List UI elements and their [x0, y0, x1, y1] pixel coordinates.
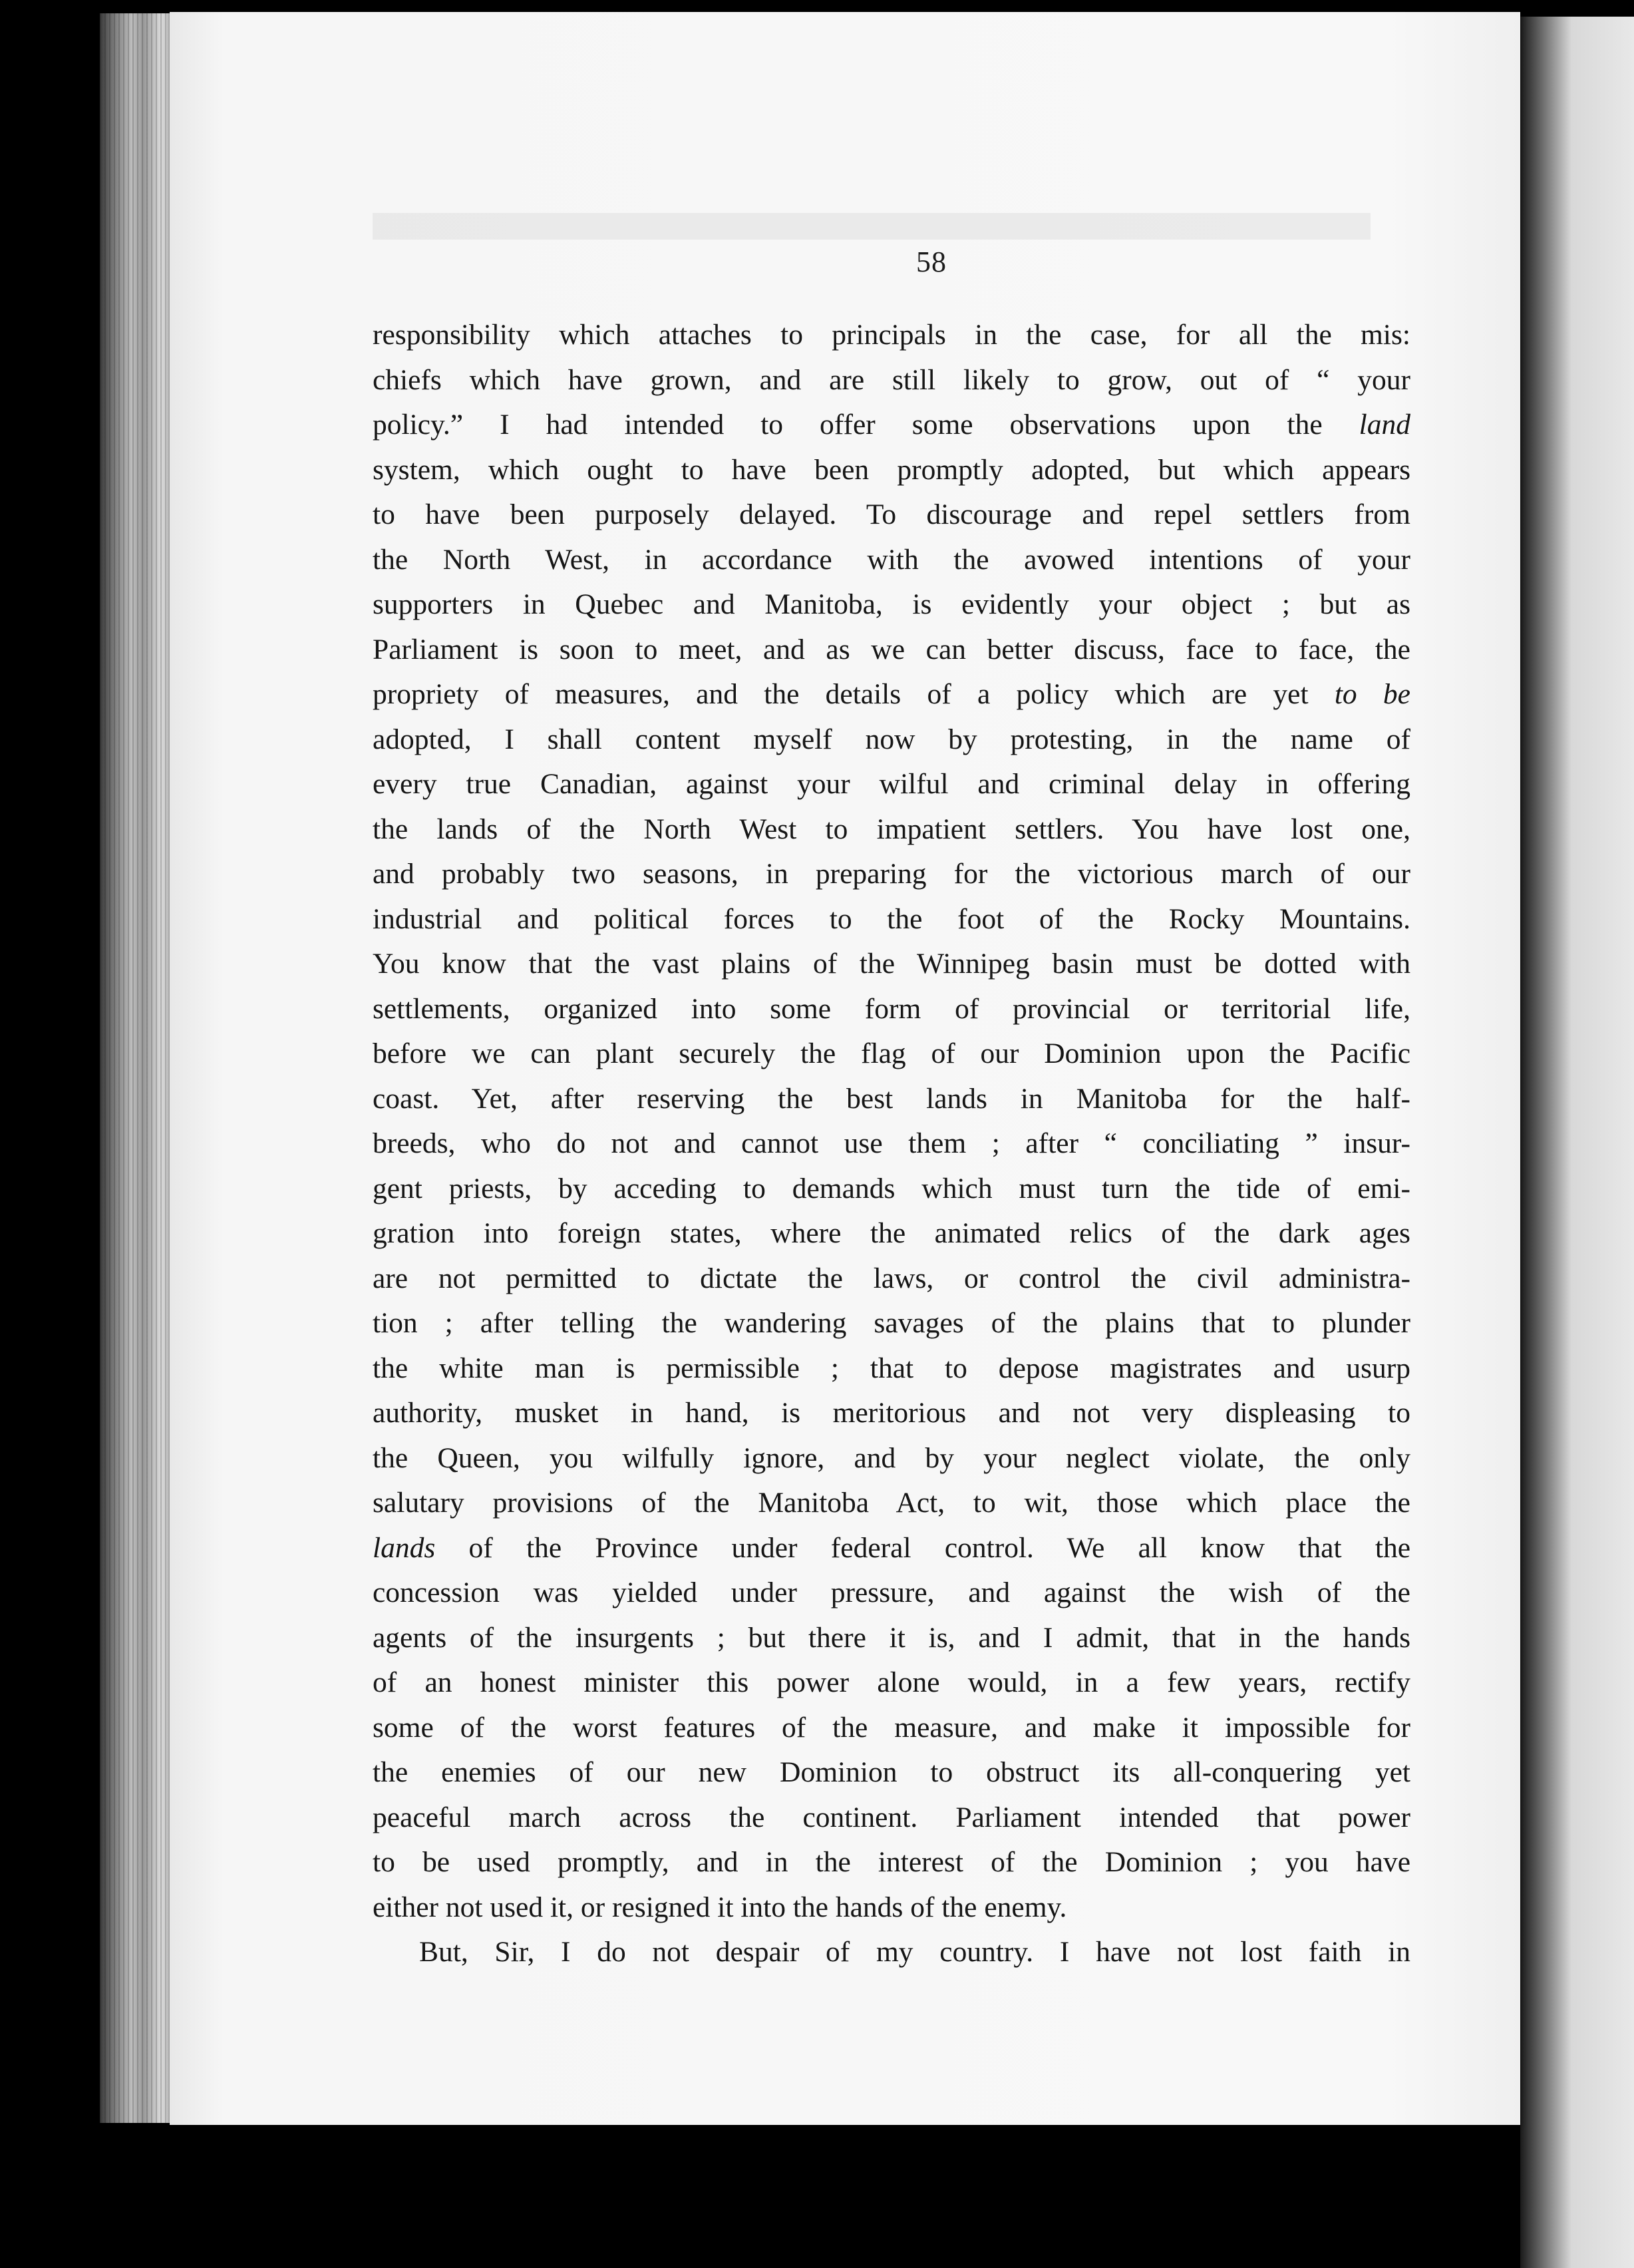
body-text: [373, 313, 1410, 1975]
text-line-18: coast. Yet, after reserving the best lands in Manitoba for the half-: [373, 1082, 1410, 1115]
text-line-26: the Queen, you wilfully ignore, and by your neglect violate, the only: [373, 1441, 1410, 1474]
text-line-21: gration into foreign states, where the animated relics of the dark ages: [373, 1217, 1410, 1249]
text-line-23: tion ; after telling the wandering savages of the plains that to plunder: [373, 1307, 1410, 1339]
text-line-25: authority, musket in hand, is meritorious and not very displeasing to: [373, 1397, 1410, 1429]
text-line-28: lands of the Province under federal control. We all know that the: [373, 1531, 1410, 1564]
italic-to-be: to be: [1334, 678, 1410, 710]
text-line-20: gent priests, by acceding to demands which must turn the tide of emi-: [373, 1172, 1410, 1205]
text-line-32: some of the worst features of the measure, and make it impossible for: [373, 1711, 1410, 1744]
text-line-34: peaceful march across the continent. Parliament intended that power: [373, 1801, 1410, 1833]
text-line-8: Parliament is soon to meet, and as we can better discuss, face to face, the: [373, 633, 1410, 665]
text-line-12: the lands of the North West to impatient settlers. You have lost one,: [373, 813, 1410, 845]
text-line-16: settlements, organized into some form of provincial or territorial life,: [373, 992, 1410, 1025]
text-line-33: the enemies of our new Dominion to obstruct its all-conquering yet: [373, 1756, 1410, 1788]
page-number: 58: [916, 246, 947, 278]
text-line-24: the white man is permissible ; that to depose magistrates and usurp: [373, 1352, 1410, 1384]
text-line-1: responsibility which attaches to principals in the case, for all the mis:: [373, 319, 1410, 351]
text-line-30: agents of the insurgents ; but there it is, and I admit, that in the hands: [373, 1621, 1410, 1654]
text-line-36: either not used it, or resigned it into the hands of the enemy.: [373, 1891, 1067, 1923]
text-line-7: supporters in Quebec and Manitoba, is evidently your object ; but as: [373, 588, 1410, 620]
book-page-edge-lines: [100, 13, 180, 2123]
italic-lands: lands: [373, 1531, 436, 1564]
text-line-4: system, which ought to have been promptly adopted, but which appears: [373, 453, 1410, 486]
text-line-31: of an honest minister this power alone would, in a few years, rectify: [373, 1666, 1410, 1698]
text-line-10: adopted, I shall content myself now by protesting, in the name of: [373, 723, 1410, 755]
text-line-22: are not permitted to dictate the laws, or control the civil administra-: [373, 1262, 1410, 1294]
text-line-11: every true Canadian, against your wilful and criminal delay in offering: [373, 768, 1410, 800]
text-line-27: salutary provisions of the Manitoba Act, to wit, those which place the: [373, 1487, 1410, 1519]
text-line-6: the North West, in accordance with the avowed intentions of your: [373, 543, 1410, 576]
bleed-through-shadow: [373, 213, 1371, 240]
text-line-35: to be used promptly, and in the interest of the Dominion ; you have: [373, 1846, 1410, 1878]
facing-page-edge: [1520, 17, 1634, 2268]
text-line-9: propriety of measures, and the details of a policy which are yet to be: [373, 678, 1410, 710]
text-line-19: breeds, who do not and cannot use them ; after “ conciliating ” insur-: [373, 1127, 1410, 1159]
text-line-14: industrial and political forces to the foot of the Rocky Mountains.: [373, 902, 1410, 935]
italic-land: land: [1359, 409, 1410, 441]
text-line-29: concession was yielded under pressure, and against the wish of the: [373, 1577, 1410, 1608]
text-line-17: before we can plant securely the flag of our Dominion upon the Pacific: [373, 1038, 1410, 1069]
text-line-13: and probably two seasons, in preparing for the victorious march of our: [373, 858, 1410, 890]
text-line-37: But, Sir, I do not despair of my country. I have not lost faith in: [419, 1936, 1410, 1968]
text-line-3: policy.” I had intended to offer some observations upon the land: [373, 409, 1410, 441]
text-line-15: You know that the vast plains of the Winnipeg basin must be dotted with: [373, 948, 1410, 980]
text-line-5: to have been purposely delayed. To discourage and repel settlers from: [373, 498, 1410, 530]
text-line-2: chiefs which have grown, and are still likely to grow, out of “ your: [373, 363, 1410, 396]
